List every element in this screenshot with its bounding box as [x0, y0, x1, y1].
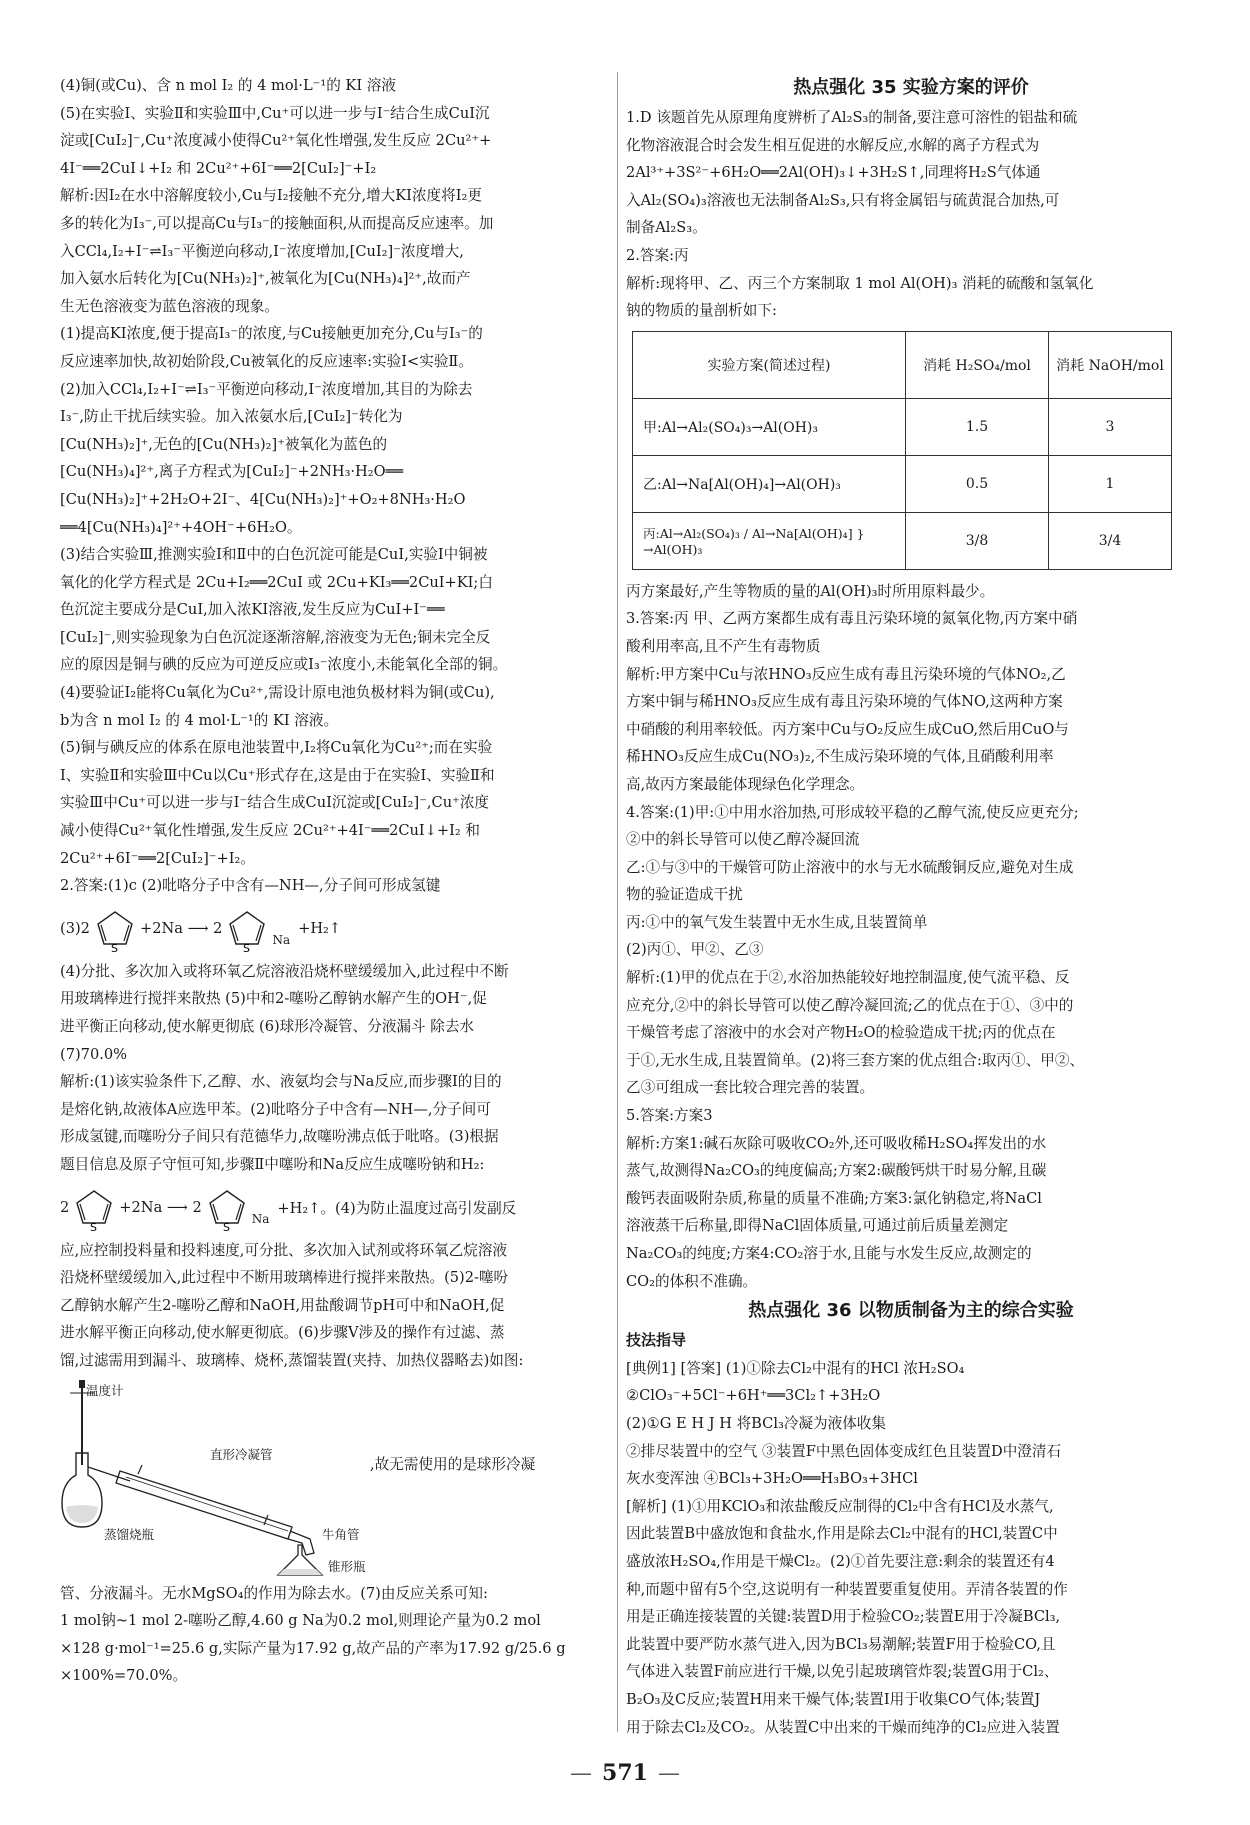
column-divider: [617, 72, 618, 1732]
table-row: [633, 512, 1172, 569]
distillation-apparatus-figure: [60, 1375, 610, 1580]
text-line: 加入氨水后转化为[Cu(NH₃)₂]⁺,被氧化为[Cu(NH₃)₄]²⁺,故而产: [60, 270, 471, 288]
text-line: 酸利用率高,且不产生有毒物质: [626, 637, 821, 655]
thiophene-equation-2: [60, 1179, 610, 1237]
text-line: 2Al³⁺+3S²⁻+6H₂O══2Al(OH)₃↓+3H₂S↑,同理将H₂S气体通: [626, 164, 1041, 182]
text-line: 5.答案:方案3: [626, 1107, 713, 1125]
text-line: [Cu(NH₃)₄]²⁺,离子方程式为[CuI₂]⁻+2NH₃·H₂O══: [60, 463, 404, 481]
text-line: 气体进入装置F前应进行干燥,以免引起玻璃管炸裂;装置G用于Cl₂、: [626, 1663, 1059, 1681]
section-title-36: 热点强化 36 以物质制备为主的综合实验: [748, 1300, 1074, 1322]
text-line: 应的原因是铜与碘的反应为可逆反应或I₃⁻浓度小,未能氧化全部的铜。: [60, 656, 508, 674]
scheme-cell: 乙:Al→Na[Al(OH)₄]→Al(OH)₃: [633, 455, 906, 512]
text-line: 解析:方案1:碱石灰除可吸收CO₂外,还可吸收稀H₂SO₄挥发出的水: [626, 1134, 1047, 1152]
text-line: 2.答案:丙: [626, 246, 689, 264]
text-line: 淀或[CuI₂]⁻,Cu⁺浓度减小使得Cu²⁺氧化性增强,发生反应 2Cu²⁺+: [60, 132, 492, 150]
text-line: 解析:甲方案中Cu与浓HNO₃反应生成有毒且污染环境的气体NO₂,乙: [626, 665, 1066, 683]
flask-label: 蒸馏烧瓶: [104, 1526, 155, 1542]
text-line: (4)铜(或Cu)、含 n mol I₂ 的 4 mol·L⁻¹的 KI 溶液: [60, 77, 396, 94]
text-line: 进水解平衡正向移动,使水解更彻底。(6)步骤Ⅴ涉及的操作有过滤、蒸: [60, 1324, 505, 1342]
table-row: [633, 398, 1172, 455]
text-line: 物的验证造成干扰: [626, 886, 743, 904]
text-line: 4I⁻══2CuI↓+I₂ 和 2Cu²⁺+6I⁻══2[CuI₂]⁻+I₂: [60, 159, 377, 177]
header-scheme: 实验方案(简述过程): [633, 331, 906, 398]
ring-atom-s: S: [110, 941, 118, 954]
thiophene-sodium-ring-icon: [222, 904, 272, 954]
thiophene-ring-icon-2: [69, 1183, 119, 1233]
text-line: 解析:现将甲、乙、丙三个方案制取 1 mol Al(OH)₃ 消耗的硫酸和氢氧化: [626, 274, 1094, 292]
text-line: 方案中铜与稀HNO₃反应生成有毒且污染环境的气体NO,这两种方案: [626, 693, 1063, 711]
right-text-block-c: [626, 1355, 1196, 1741]
text-line: 色沉淀主要成分是CuI,加入浓KI溶液,发生反应为CuI+I⁻══: [60, 601, 445, 619]
thiophene-equation-1: [60, 900, 610, 958]
left-text-block-b: [60, 958, 610, 1179]
text-line: B₂O₃及C反应;装置H用来干燥气体;装置I用于收集CO气体;装置J: [626, 1690, 1041, 1708]
text-line: (2)丙①、甲②、乙③: [626, 941, 764, 959]
text-line: 乙③可组成一套比较合理完善的装置。: [626, 1079, 875, 1097]
text-line: 减小使得Cu²⁺氧化性增强,发生反应 2Cu²⁺+4I⁻══2CuI↓+I₂ 和: [60, 822, 480, 840]
scheme-cell: 甲:Al→Al₂(SO₄)₃→Al(OH)₃: [633, 398, 906, 455]
text-line: 进平衡正向移动,使水解更彻底 (6)球形冷凝管、分液漏斗 除去水: [60, 1018, 475, 1035]
right-text-block-a: [626, 104, 1196, 325]
text-line: ②排尽装置中的空气 ③装置F中黑色固体变成红色且装置D中澄清石: [626, 1442, 1062, 1460]
text-line: (1)提高KI浓度,便于提高I₃⁻的浓度,与Cu接触更加充分,Cu与I₃⁻的: [60, 325, 483, 343]
svg-text:S: S: [90, 1220, 98, 1233]
text-line: ══4[Cu(NH₃)₄]²⁺+4OH⁻+6H₂O。: [60, 518, 302, 536]
text-line: 因此装置B中盛放饱和食盐水,作用是除去Cl₂中混有的HCl,装置C中: [626, 1525, 1058, 1543]
text-line: 盛放浓H₂SO₄,作用是干燥Cl₂。(2)①首先要注意:剩余的装置还有4: [626, 1552, 1055, 1570]
left-column: [60, 72, 610, 1690]
header-h2so4: 消耗 H₂SO₄/mol: [906, 331, 1049, 398]
text-line: [典例1] [答案] (1)①除去Cl₂中混有的HCl 浓H₂SO₄: [626, 1359, 965, 1377]
text-line: 此装置中要严防水蒸气进入,因为BCl₃易潮解;装置F用于检验CO,且: [626, 1635, 1056, 1653]
text-line: 中硝酸的利用率较低。丙方案中Cu与O₂反应生成CuO,然后用CuO与: [626, 720, 1069, 738]
text-line: (4)分批、多次加入或将环氧乙烷溶液沿烧杯壁缓缓加入,此过程中不断: [60, 962, 509, 980]
text-line: 实验Ⅲ中Cu⁺可以进一步与I⁻结合生成CuI沉淀或[CuI₂]⁻,Cu⁺浓度: [60, 794, 490, 812]
text-line: 钠的物质的量剖析如下:: [626, 302, 777, 320]
text-line: 2Cu²⁺+6I⁻══2[CuI₂]⁻+I₂。: [60, 849, 255, 867]
text-line: 用是正确连接装置的关键:装置D用于检验CO₂;装置E用于冷凝BCl₃,: [626, 1608, 1061, 1626]
text-line: 应,应控制投料量和投料速度,可分批、多次加入试剂或将环氧乙烷溶液: [60, 1241, 508, 1259]
text-line: [CuI₂]⁻,则实验现象为白色沉淀逐渐溶解,溶液变为无色;铜未完全反: [60, 628, 491, 646]
right-text-block-b: [626, 578, 1196, 1295]
text-line: (5)在实验Ⅰ、实验Ⅱ和实验Ⅲ中,Cu⁺可以进一步与I⁻结合生成CuI沉: [60, 104, 490, 122]
text-line: [解析] (1)①用KClO₃和浓盐酸反应制得的Cl₂中含有HCl及水蒸气,: [626, 1497, 1054, 1515]
naoh-cell: 3/4: [1049, 512, 1172, 569]
text-line: 形成氢键,而噻吩分子间只有范德华力,故噻吩沸点低于吡咯。(3)根据: [60, 1128, 499, 1146]
distillation-apparatus-drawing: [60, 1375, 370, 1580]
text-line: 用玻璃棒进行搅拌来散热 (5)中和2-噻吩乙醇钠水解产生的OH⁻,促: [60, 990, 487, 1008]
text-line: (7)70.0%: [60, 1045, 128, 1063]
text-line: 4.答案:(1)甲:①中用水浴加热,可形成较平稳的乙醇气流,使反应更充分;: [626, 803, 1079, 821]
table-header-row: [633, 331, 1172, 398]
text-line: 制备Al₂S₃。: [626, 219, 707, 237]
text-line: 多的转化为I₃⁻,可以提高Cu与I₃⁻的接触面积,从而提高反应速率。加: [60, 214, 494, 232]
text-line: 沿烧杯壁缓缓加入,此过程中不断用玻璃棒进行搅拌来散热。(5)2-噻吩: [60, 1269, 509, 1287]
text-line: [Cu(NH₃)₂]⁺,无色的[Cu(NH₃)₂]⁺被氧化为蓝色的: [60, 435, 388, 453]
h2so4-cell: 3/8: [906, 512, 1049, 569]
text-line: (3)结合实验Ⅲ,推测实验Ⅰ和Ⅱ中的白色沉淀可能是CuI,实验Ⅰ中铜被: [60, 546, 488, 564]
text-line: 灰水变浑浊 ④BCl₃+3H₂O══H₃BO₃+3HCl: [626, 1470, 918, 1488]
eq1-na-label: Na: [272, 932, 291, 947]
right-column: [626, 72, 1196, 1741]
text-line: 解析:(1)该实验条件下,乙醇、水、液氨均会与Na反应,而步骤Ⅰ的目的: [60, 1073, 502, 1091]
adapter-label: 牛角管: [322, 1526, 360, 1542]
text-line: b为含 n mol I₂ 的 4 mol·L⁻¹的 KI 溶液。: [60, 711, 339, 729]
text-line: 入CCl₄,I₂+I⁻⇌I₃⁻平衡逆向移动,I⁻浓度增加,[CuI₂]⁻浓度增大,: [60, 242, 464, 260]
left-text-block-c: [60, 1237, 610, 1375]
text-line: 反应速率加快,故初始阶段,Cu被氧化的反应速率:实验Ⅰ<实验Ⅱ。: [60, 352, 473, 370]
text-line: 乙:①与③中的干燥管可防止溶液中的水与无水硫酸铜反应,避免对生成: [626, 858, 1074, 876]
text-line: 解析:因I₂在水中溶解度较小,Cu与I₂接触不充分,增大KI浓度将I₂更: [60, 187, 482, 205]
text-line: 管、分液漏斗。无水MgSO₄的作用为除去水。(7)由反应关系可知:: [60, 1584, 488, 1602]
text-line: Na₂CO₃的纯度;方案4:CO₂溶于水,且能与水发生反应,故测定的: [626, 1245, 1032, 1262]
text-line: [Cu(NH₃)₂]⁺+2H₂O+2I⁻、4[Cu(NH₃)₂]⁺+O₂+8NH₃·H₂O: [60, 490, 466, 508]
text-line: (5)铜与碘反应的体系在原电池装置中,I₂将Cu氧化为Cu²⁺;而在实验: [60, 739, 493, 757]
naoh-cell: 1: [1049, 455, 1172, 512]
technique-guide-heading: 技法指导: [626, 1331, 687, 1350]
text-line: 生无色溶液变为蓝色溶液的现象。: [60, 297, 279, 315]
page-number-footer: [0, 1760, 1250, 1786]
h2so4-cell: 0.5: [906, 455, 1049, 512]
text-line: ×100%=70.0%。: [60, 1667, 188, 1685]
text-line: 化物溶液混合时会发生相互促进的水解反应,水解的离子方程式为: [626, 136, 1040, 154]
text-line: ×128 g·mol⁻¹=25.6 g,实际产量为17.92 g,故产品的产率为17.92 g/25.6 g: [60, 1639, 566, 1657]
eq2-na-label: Na: [251, 1211, 270, 1226]
text-line: (2)①G E H J H 将BCl₃冷凝为液体收集: [626, 1414, 886, 1432]
text-line: 1 mol钠~1 mol 2-噻吩乙醇,4.60 g Na为0.2 mol,则理论产量为0.2 mol: [60, 1612, 541, 1630]
text-line: 乙醇钠水解产生2-噻吩乙醇和NaOH,用盐酸调节pH可中和NaOH,促: [60, 1296, 505, 1314]
scheme-cell: 丙:Al→Al₂(SO₄)₃ / Al→Na[Al(OH)₄] }→Al(OH)₃: [633, 512, 906, 569]
svg-text:S: S: [243, 941, 251, 954]
text-line: 题目信息及原子守恒可知,步骤Ⅱ中噻吩和Na反应生成噻吩钠和H₂:: [60, 1155, 485, 1173]
text-line: 应充分,②中的斜长导管可以使乙醇冷凝回流;乙的优点在于①、③中的: [626, 996, 1074, 1014]
text-line: ②中的斜长导管可以使乙醇冷凝回流: [626, 831, 860, 849]
text-line: 种,而题中留有5个空,这说明有一种装置要重复使用。弄清各装置的作: [626, 1580, 1068, 1598]
text-line: 入Al₂(SO₄)₃溶液也无法制备Al₂S₃,只有将金属铝与硫黄混合加热,可: [626, 191, 1060, 209]
text-line: 3.答案:丙 甲、乙两方案都生成有毒且污染环境的氮氧化物,丙方案中硝: [626, 610, 1078, 628]
eq2-prefix: 2: [60, 1199, 70, 1217]
page-number: 571: [602, 1760, 648, 1786]
text-line: 于①,无水生成,且装置简单。(2)将三套方案的优点组合:取丙①、甲②、: [626, 1051, 1085, 1069]
text-line: 1.D 该题首先从原理角度辨析了Al₂S₃的制备,要注意可溶性的铝盐和硫: [626, 109, 1078, 126]
naoh-cell: 3: [1049, 398, 1172, 455]
eq2-suffix: +H₂↑。(4)为防止温度过高引发副反: [277, 1200, 517, 1218]
text-line: (2)加入CCl₄,I₂+I⁻⇌I₃⁻平衡逆向移动,I⁻浓度增加,其目的为除去: [60, 380, 473, 398]
apparatus-tail-text: ,故无需使用的是球形冷凝: [370, 1455, 536, 1473]
text-line: CO₂的体积不准确。: [626, 1272, 758, 1290]
eq2-mid: +2Na ⟶ 2: [119, 1199, 202, 1217]
table-row: [633, 455, 1172, 512]
text-line: 酸钙表面吸附杂质,称量的质量不准确;方案3:氯化钠稳定,将NaCl: [626, 1189, 1042, 1207]
left-text-block-a: [60, 72, 610, 900]
text-line: 高,故丙方案最能体现绿色化学理念。: [626, 775, 865, 793]
text-line: I₃⁻,防止干扰后续实验。加入浓氨水后,[CuI₂]⁻转化为: [60, 408, 403, 426]
text-line: 丙:①中的氧气发生装置中无水生成,且装置简单: [626, 913, 928, 931]
text-line: 干燥管考虑了溶液中的水会对产物H₂O的检验造成干扰;丙的优点在: [626, 1024, 1056, 1042]
header-naoh: 消耗 NaOH/mol: [1049, 331, 1172, 398]
thermometer-label: 温度计: [86, 1382, 124, 1398]
text-line: 用于除去Cl₂及CO₂。从装置C中出来的干燥而纯净的Cl₂应进入装置: [626, 1718, 1060, 1736]
eq1-mid: +2Na ⟶ 2: [139, 920, 223, 938]
text-line: 稀HNO₃反应生成Cu(NO₃)₂,不生成污染环境的气体,且硝酸利用率: [626, 748, 1054, 766]
h2so4-cell: 1.5: [906, 398, 1049, 455]
footer-dash-right: —: [657, 1761, 680, 1786]
condenser-label: 直形冷凝管: [210, 1446, 273, 1462]
text-line: 蒸气,故测得Na₂CO₃的纯度偏高;方案2:碳酸钙烘干时易分解,且碳: [626, 1162, 1047, 1180]
receiver-label: 锥形瓶: [328, 1558, 366, 1574]
text-line: (4)要验证I₂能将Cu氧化为Cu²⁺,需设计原电池负极材料为铜(或Cu),: [60, 684, 495, 702]
text-line: ②ClO₃⁻+5Cl⁻+6H⁺══3Cl₂↑+3H₂O: [626, 1387, 881, 1405]
text-line: 是熔化钠,故液体A应选甲苯。(2)吡咯分子中含有—NH—,分子间可: [60, 1100, 491, 1118]
footer-dash-left: —: [570, 1761, 593, 1786]
text-line: 馏,过滤需用到漏斗、玻璃棒、烧杯,蒸馏装置(夹持、加热仪器略去)如图:: [60, 1351, 524, 1369]
section-title-35: 热点强化 35 实验方案的评价: [793, 77, 1029, 98]
text-line: 溶液蒸干后称量,即得NaCl固体质量,可通过前后质量差测定: [626, 1217, 1009, 1235]
left-text-block-d: [60, 1580, 610, 1690]
text-line: 解析:(1)甲的优点在于②,水浴加热能较好地控制温度,使气流平稳、反: [626, 969, 1070, 987]
svg-text:S: S: [222, 1220, 230, 1233]
thiophene-sodium-ring-icon-2: [202, 1183, 252, 1233]
eq1-suffix: +H₂↑: [298, 920, 342, 938]
thiophene-ring-icon: [90, 904, 140, 954]
scheme-comparison-table: [632, 331, 1172, 570]
text-line: 氧化的化学方程式是 2Cu+I₂══2CuI 或 2Cu+KI₃══2CuI+KI;白: [60, 573, 493, 591]
text-line: 丙方案最好,产生等物质的量的Al(OH)₃时所用原料最少。: [626, 582, 995, 600]
eq1-prefix: (3)2: [60, 920, 90, 938]
text-line: Ⅰ、实验Ⅱ和实验Ⅲ中Cu以Cu⁺形式存在,这是由于在实验Ⅰ、实验Ⅱ和: [60, 766, 495, 784]
text-line: 2.答案:(1)c (2)吡咯分子中含有—NH—,分子间可形成氢键: [60, 877, 441, 895]
